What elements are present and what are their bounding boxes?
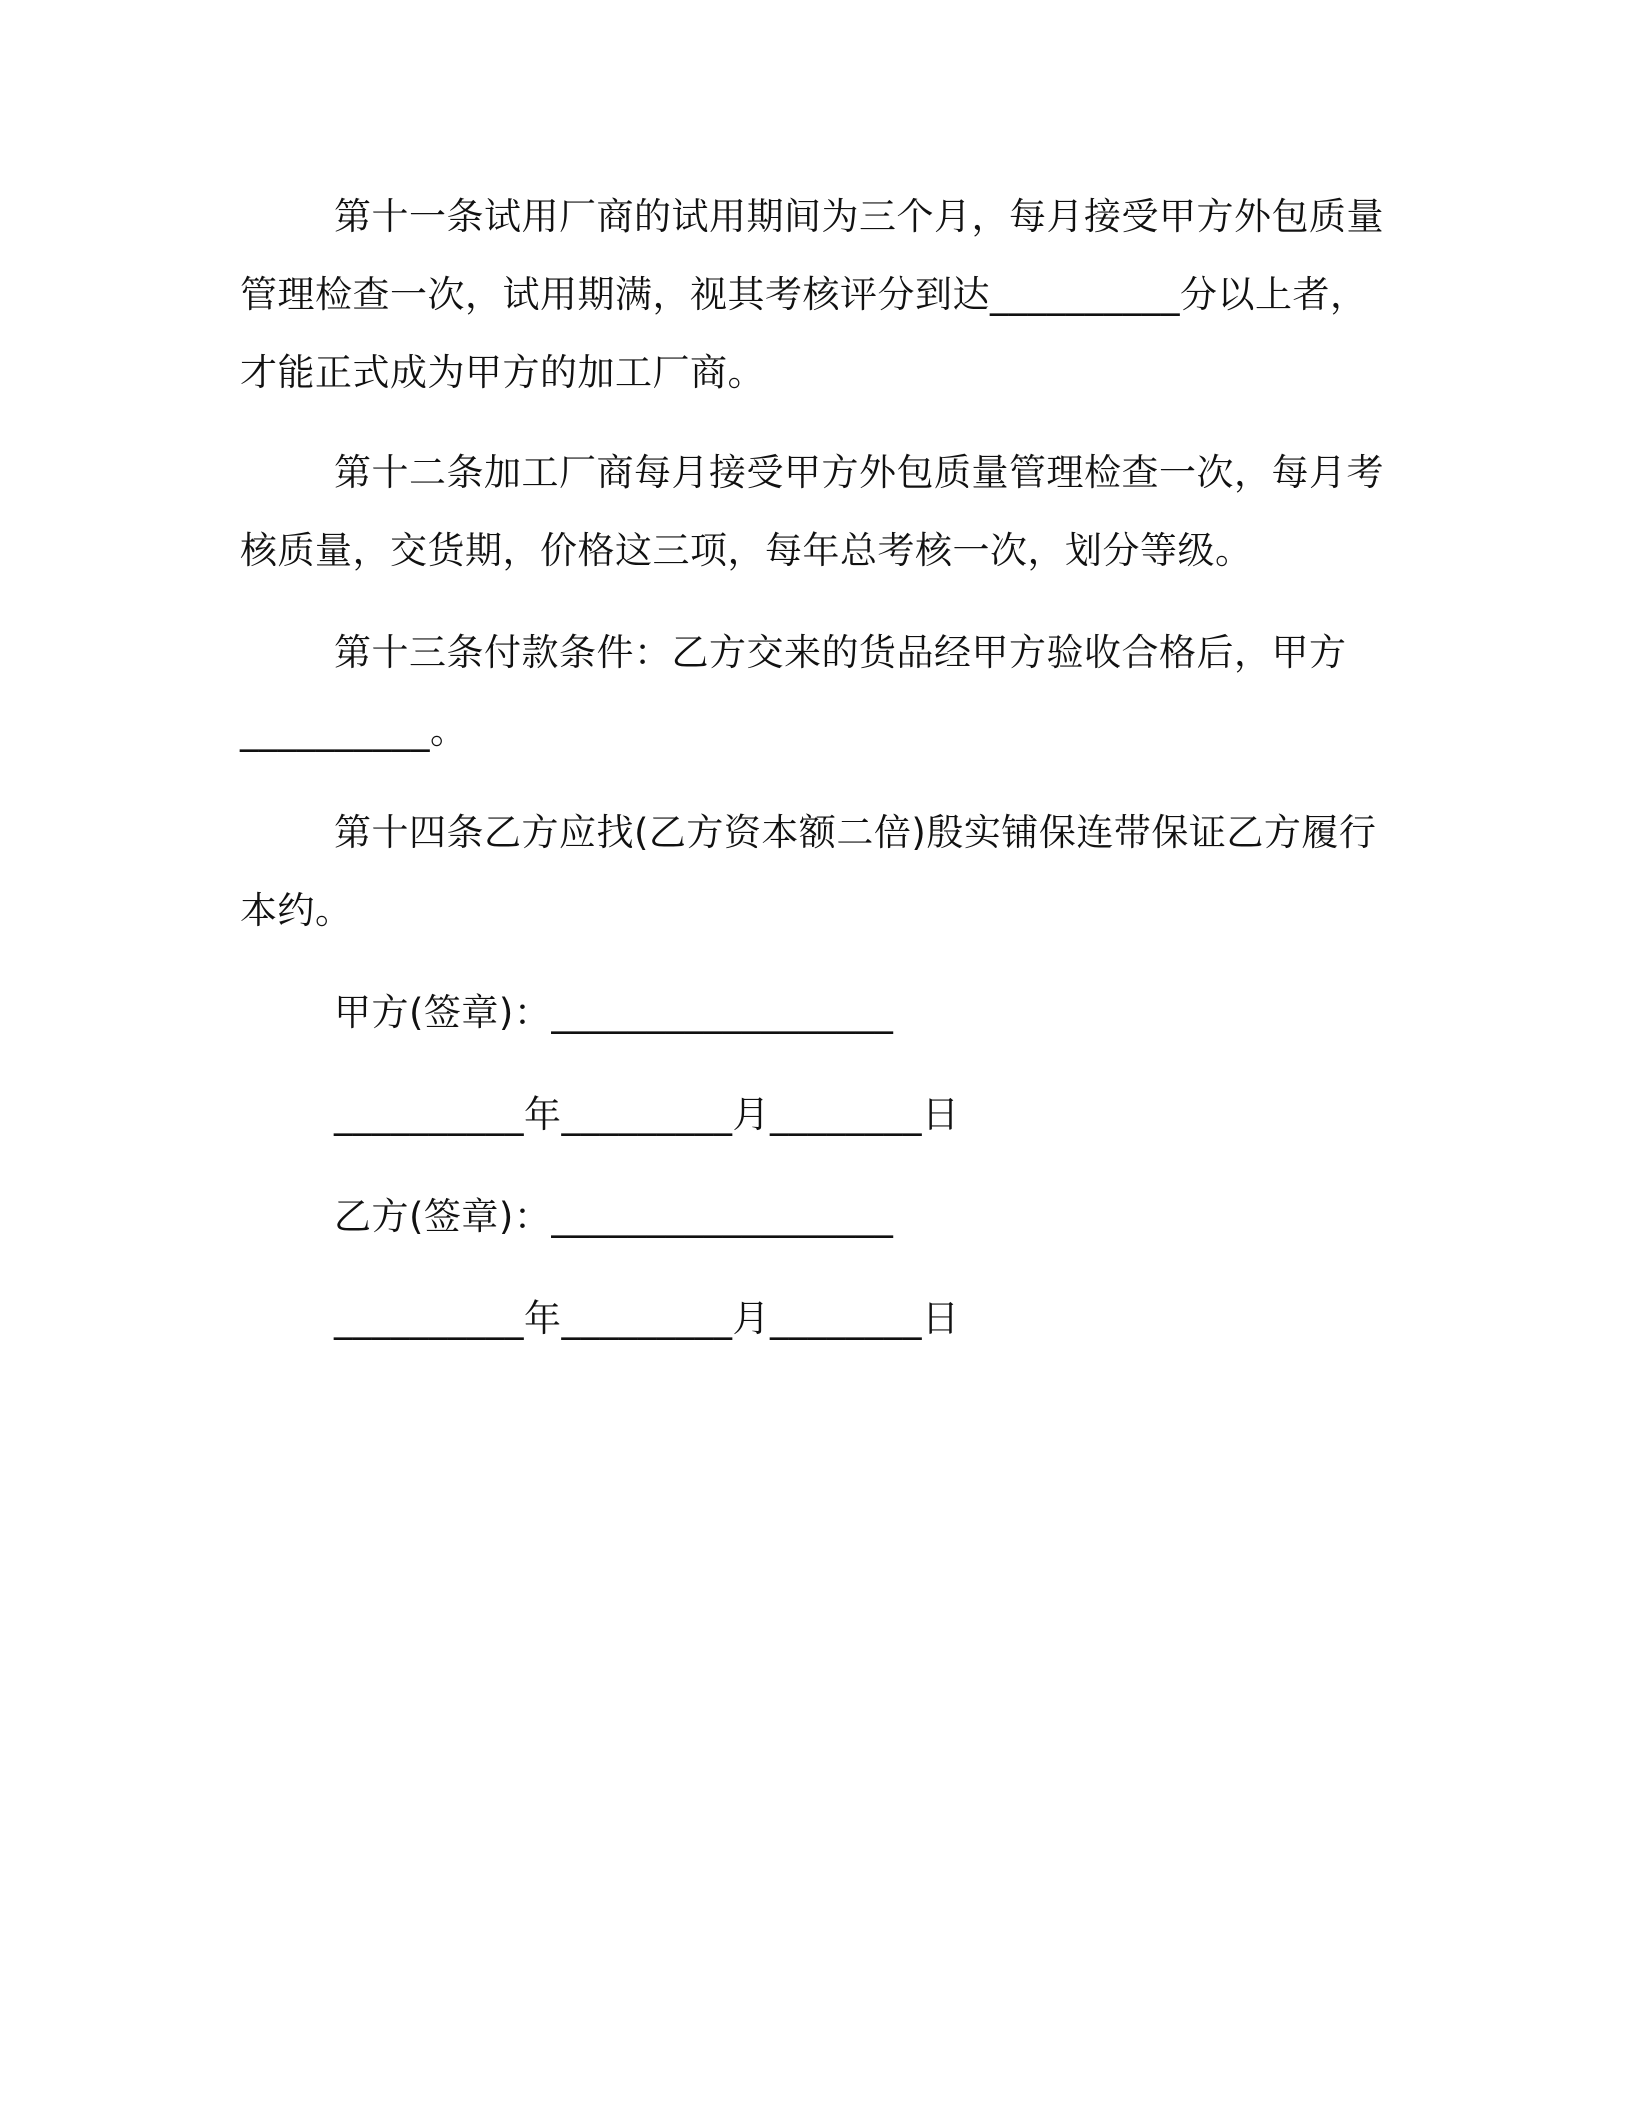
party-b-signature-line: 乙方(签章)：__________________ (334, 1195, 894, 1238)
article-14-line-1: 第十四条乙方应找(乙方资本额二倍)殷实铺保连带保证乙方履行 (334, 811, 1377, 854)
article-13-line-1: 第十三条付款条件：乙方交来的货品经甲方验收合格后，甲方 (334, 631, 1347, 674)
article-12-line-2: 核质量，交货期，价格这三项，每年总考核一次，划分等级。 (240, 529, 1253, 572)
article-11-line-2: 管理检查一次，试用期满，视其考核评分到达__________分以上者， (240, 273, 1368, 316)
party-b-date-line: __________年_________月________日 (334, 1297, 960, 1340)
article-11-line-1: 第十一条试用厂商的试用期间为三个月，每月接受甲方外包质量 (334, 195, 1384, 238)
article-11-line-3: 才能正式成为甲方的加工厂商。 (240, 351, 765, 394)
article-13-line-2: __________。 (240, 709, 468, 752)
party-a-date-line: __________年_________月________日 (334, 1093, 960, 1136)
article-14-line-2: 本约。 (240, 889, 353, 932)
article-12-line-1: 第十二条加工厂商每月接受甲方外包质量管理检查一次，每月考 (334, 451, 1384, 494)
party-a-signature-line: 甲方(签章)：__________________ (334, 991, 894, 1034)
